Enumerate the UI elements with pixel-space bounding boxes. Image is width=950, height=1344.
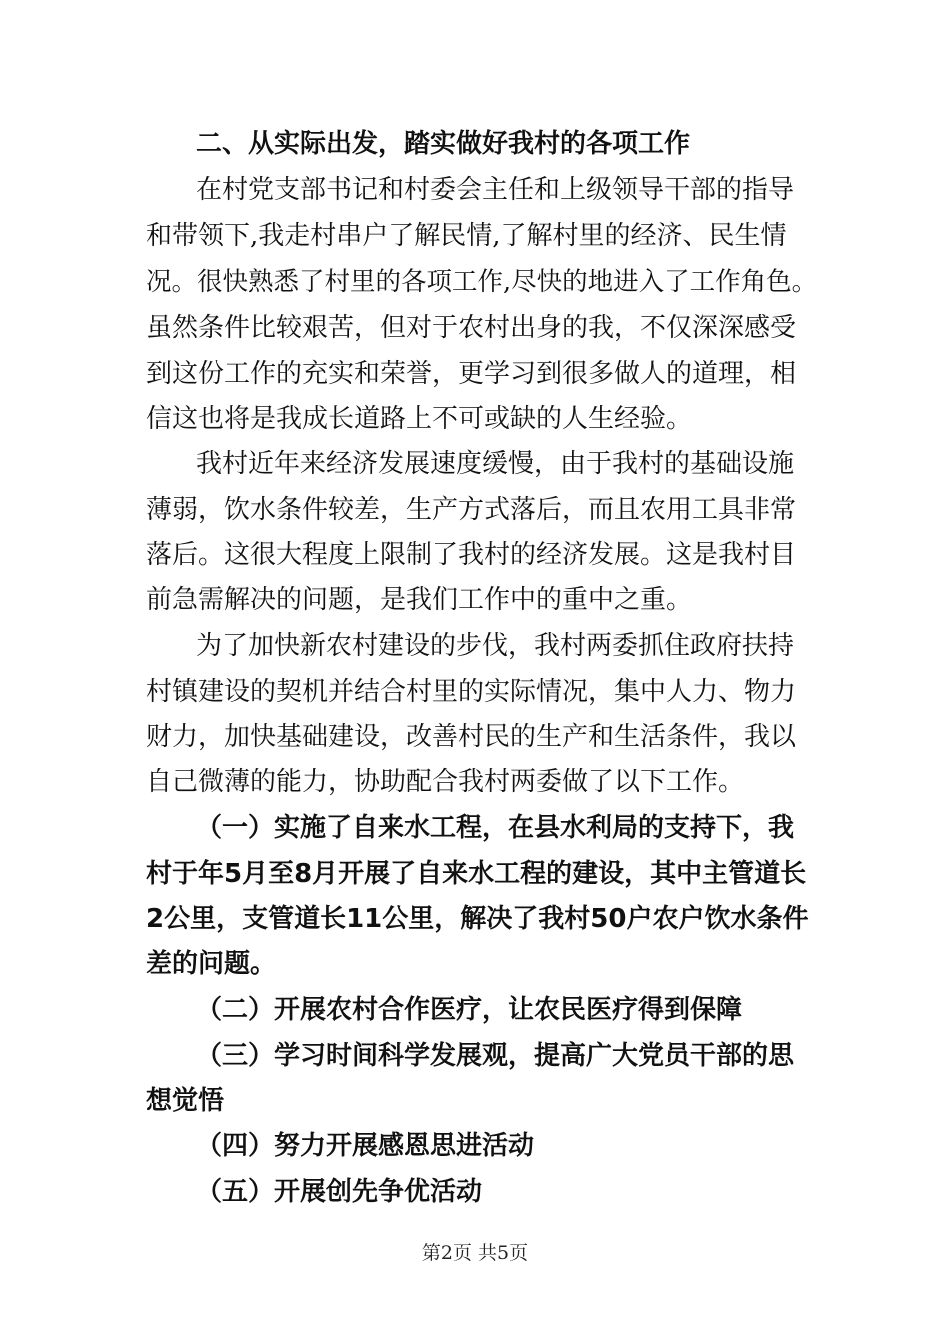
item-1-line-4: 差的问题。 xyxy=(146,949,277,979)
paragraph-3-line-3: 财力，加快基础建设，改善村民的生产和生活条件，我以 xyxy=(146,722,797,752)
paragraph-3-line-4: 自己微薄的能力，协助配合我村两委做了以下工作。 xyxy=(146,767,745,797)
paragraph-2-line-3: 落后。这很大程度上限制了我村的经济发展。这是我村目 xyxy=(146,540,797,570)
section-heading: 二、从实际出发，踏实做好我村的各项工作 xyxy=(196,129,691,159)
paragraph-1-line-3: 况。很快熟悉了村里的各项工作,尽快的地进入了工作角色。 xyxy=(146,267,818,297)
item-5: （五）开展创先争优活动 xyxy=(196,1177,483,1207)
paragraph-2-line-4: 前急需解决的问题，是我们工作中的重中之重。 xyxy=(146,585,693,615)
paragraph-1-line-2: 和带领下,我走村串户了解民情,了解村里的经济、民生情 xyxy=(146,221,787,251)
item-3-line-1: （三）学习时间科学发展观，提高广大党员干部的思 xyxy=(196,1041,795,1071)
item-1-line-3: 2公里，支管道长11公里，解决了我村50户农户饮水条件 xyxy=(146,904,809,934)
paragraph-1-line-6: 信这也将是我成长道路上不可或缺的人生经验。 xyxy=(146,404,693,434)
item-1-line-1: （一）实施了自来水工程，在县水利局的支持下，我 xyxy=(196,813,795,843)
paragraph-1-line-4: 虽然条件比较艰苦，但对于农村出身的我，不仅深深感受 xyxy=(146,313,797,343)
page-number-footer: 第2页 共5页 xyxy=(421,1242,529,1264)
item-3-line-2: 想觉悟 xyxy=(146,1086,225,1116)
item-1-line-2: 村于年5月至8月开展了自来水工程的建设，其中主管道长 xyxy=(146,859,807,889)
paragraph-3-line-1: 为了加快新农村建设的步伐，我村两委抓住政府扶持 xyxy=(196,631,795,661)
paragraph-1-line-5: 到这份工作的充实和荣誉，更学习到很多做人的道理，相 xyxy=(146,359,797,389)
paragraph-2-line-1: 我村近年来经济发展速度缓慢，由于我村的基础设施 xyxy=(196,449,795,479)
paragraph-3-line-2: 村镇建设的契机并结合村里的实际情况，集中人力、物力 xyxy=(146,677,797,707)
paragraph-1-line-1: 在村党支部书记和村委会主任和上级领导干部的指导 xyxy=(196,175,795,205)
item-2: （二）开展农村合作医疗，让农民医疗得到保障 xyxy=(196,995,743,1025)
paragraph-2-line-2: 薄弱，饮水条件较差，生产方式落后，而且农用工具非常 xyxy=(146,495,797,525)
item-4: （四）努力开展感恩思进活动 xyxy=(196,1131,535,1161)
